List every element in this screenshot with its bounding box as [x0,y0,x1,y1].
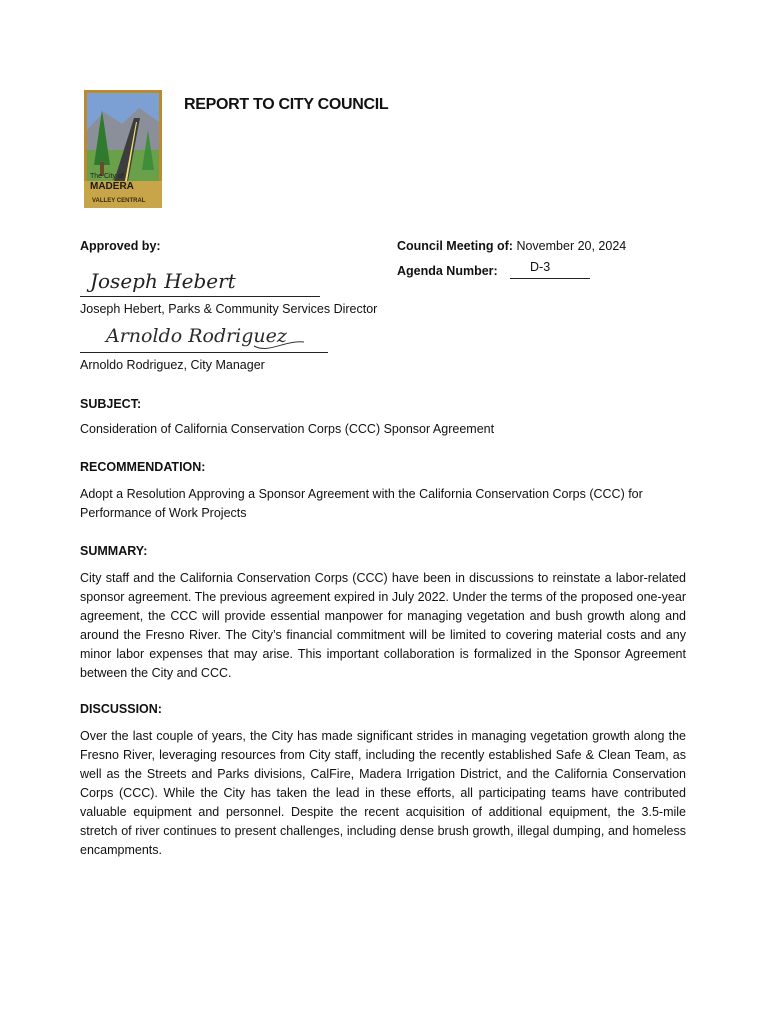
meeting-line [397,239,626,253]
subject-heading: SUBJECT: [80,397,142,411]
approved-by-label: Approved by: [80,239,161,253]
discussion-heading: DISCUSSION: [80,702,162,716]
agenda-number: D-3 [530,260,551,274]
logo-line1: The City of [90,173,124,180]
city-of-madera-logo [84,90,162,208]
summary-text: City staff and the California Conservation Corps (CCC) have been in discussions to reinstate a labor-related sponsor agreement. The previous agreement expired in July 2022. Under the terms of the proposed one-year agreement, the CCC will provide essential manpower for managing vegetation and bush growth along and around the Fresno River. The City’s financial commitment will be limited to covering material costs and any minor labor expenses that may arise. This important collaboration is formalized in the Sponsor Agreement between the City and CCC. [80,571,686,680]
page-title: REPORT TO CITY COUNCIL [184,96,389,113]
signer-1-name: Joseph Hebert, Parks & Community Services Director [80,302,378,316]
discussion-text: Over the last couple of years, the City has made significant strides in managing vegetation growth along the Fresno River, leveraging resources from City staff, including the recently established Safe & Clean Team, as well as the Streets and Parks divisions, CalFire, Madera Irrigation District, and the California Conservation Corps (CCC). While the City has taken the lead in these efforts, all participating teams have contributed valuable equipment and personnel. Despite the recent acquisition of additional equipment, the 3.5-mile stretch of river continues to present challenges, including dense brush growth, illegal dumping, and homeless encampments. [80,729,686,857]
recommendation-heading: RECOMMENDATION: [80,460,206,474]
signature-line-1 [80,296,320,297]
subject-text: Consideration of California Conservation Corps (CCC) Sponsor Agreement [80,422,495,436]
summary-heading: SUMMARY: [80,544,148,558]
signature-line-2 [80,352,328,353]
signer-2-name: Arnoldo Rodriguez, City Manager [80,358,265,372]
meeting-label: Council Meeting of: [397,239,513,253]
logo-line2: MADERA [90,181,134,192]
logo-line3: VALLEY CENTRAL [92,198,146,204]
recommendation-text: Adopt a Resolution Approving a Sponsor Agreement with the California Conservation Corps (CCC) for Performance of Work Projects [80,487,643,520]
signature-2-text: Arnoldo Rodriguez [106,325,287,347]
meeting-date: November 20, 2024 [516,239,627,253]
agenda-underline [510,278,590,279]
agenda-label: Agenda Number: [397,264,498,278]
signature-1-text: Joseph Hebert [90,269,236,293]
